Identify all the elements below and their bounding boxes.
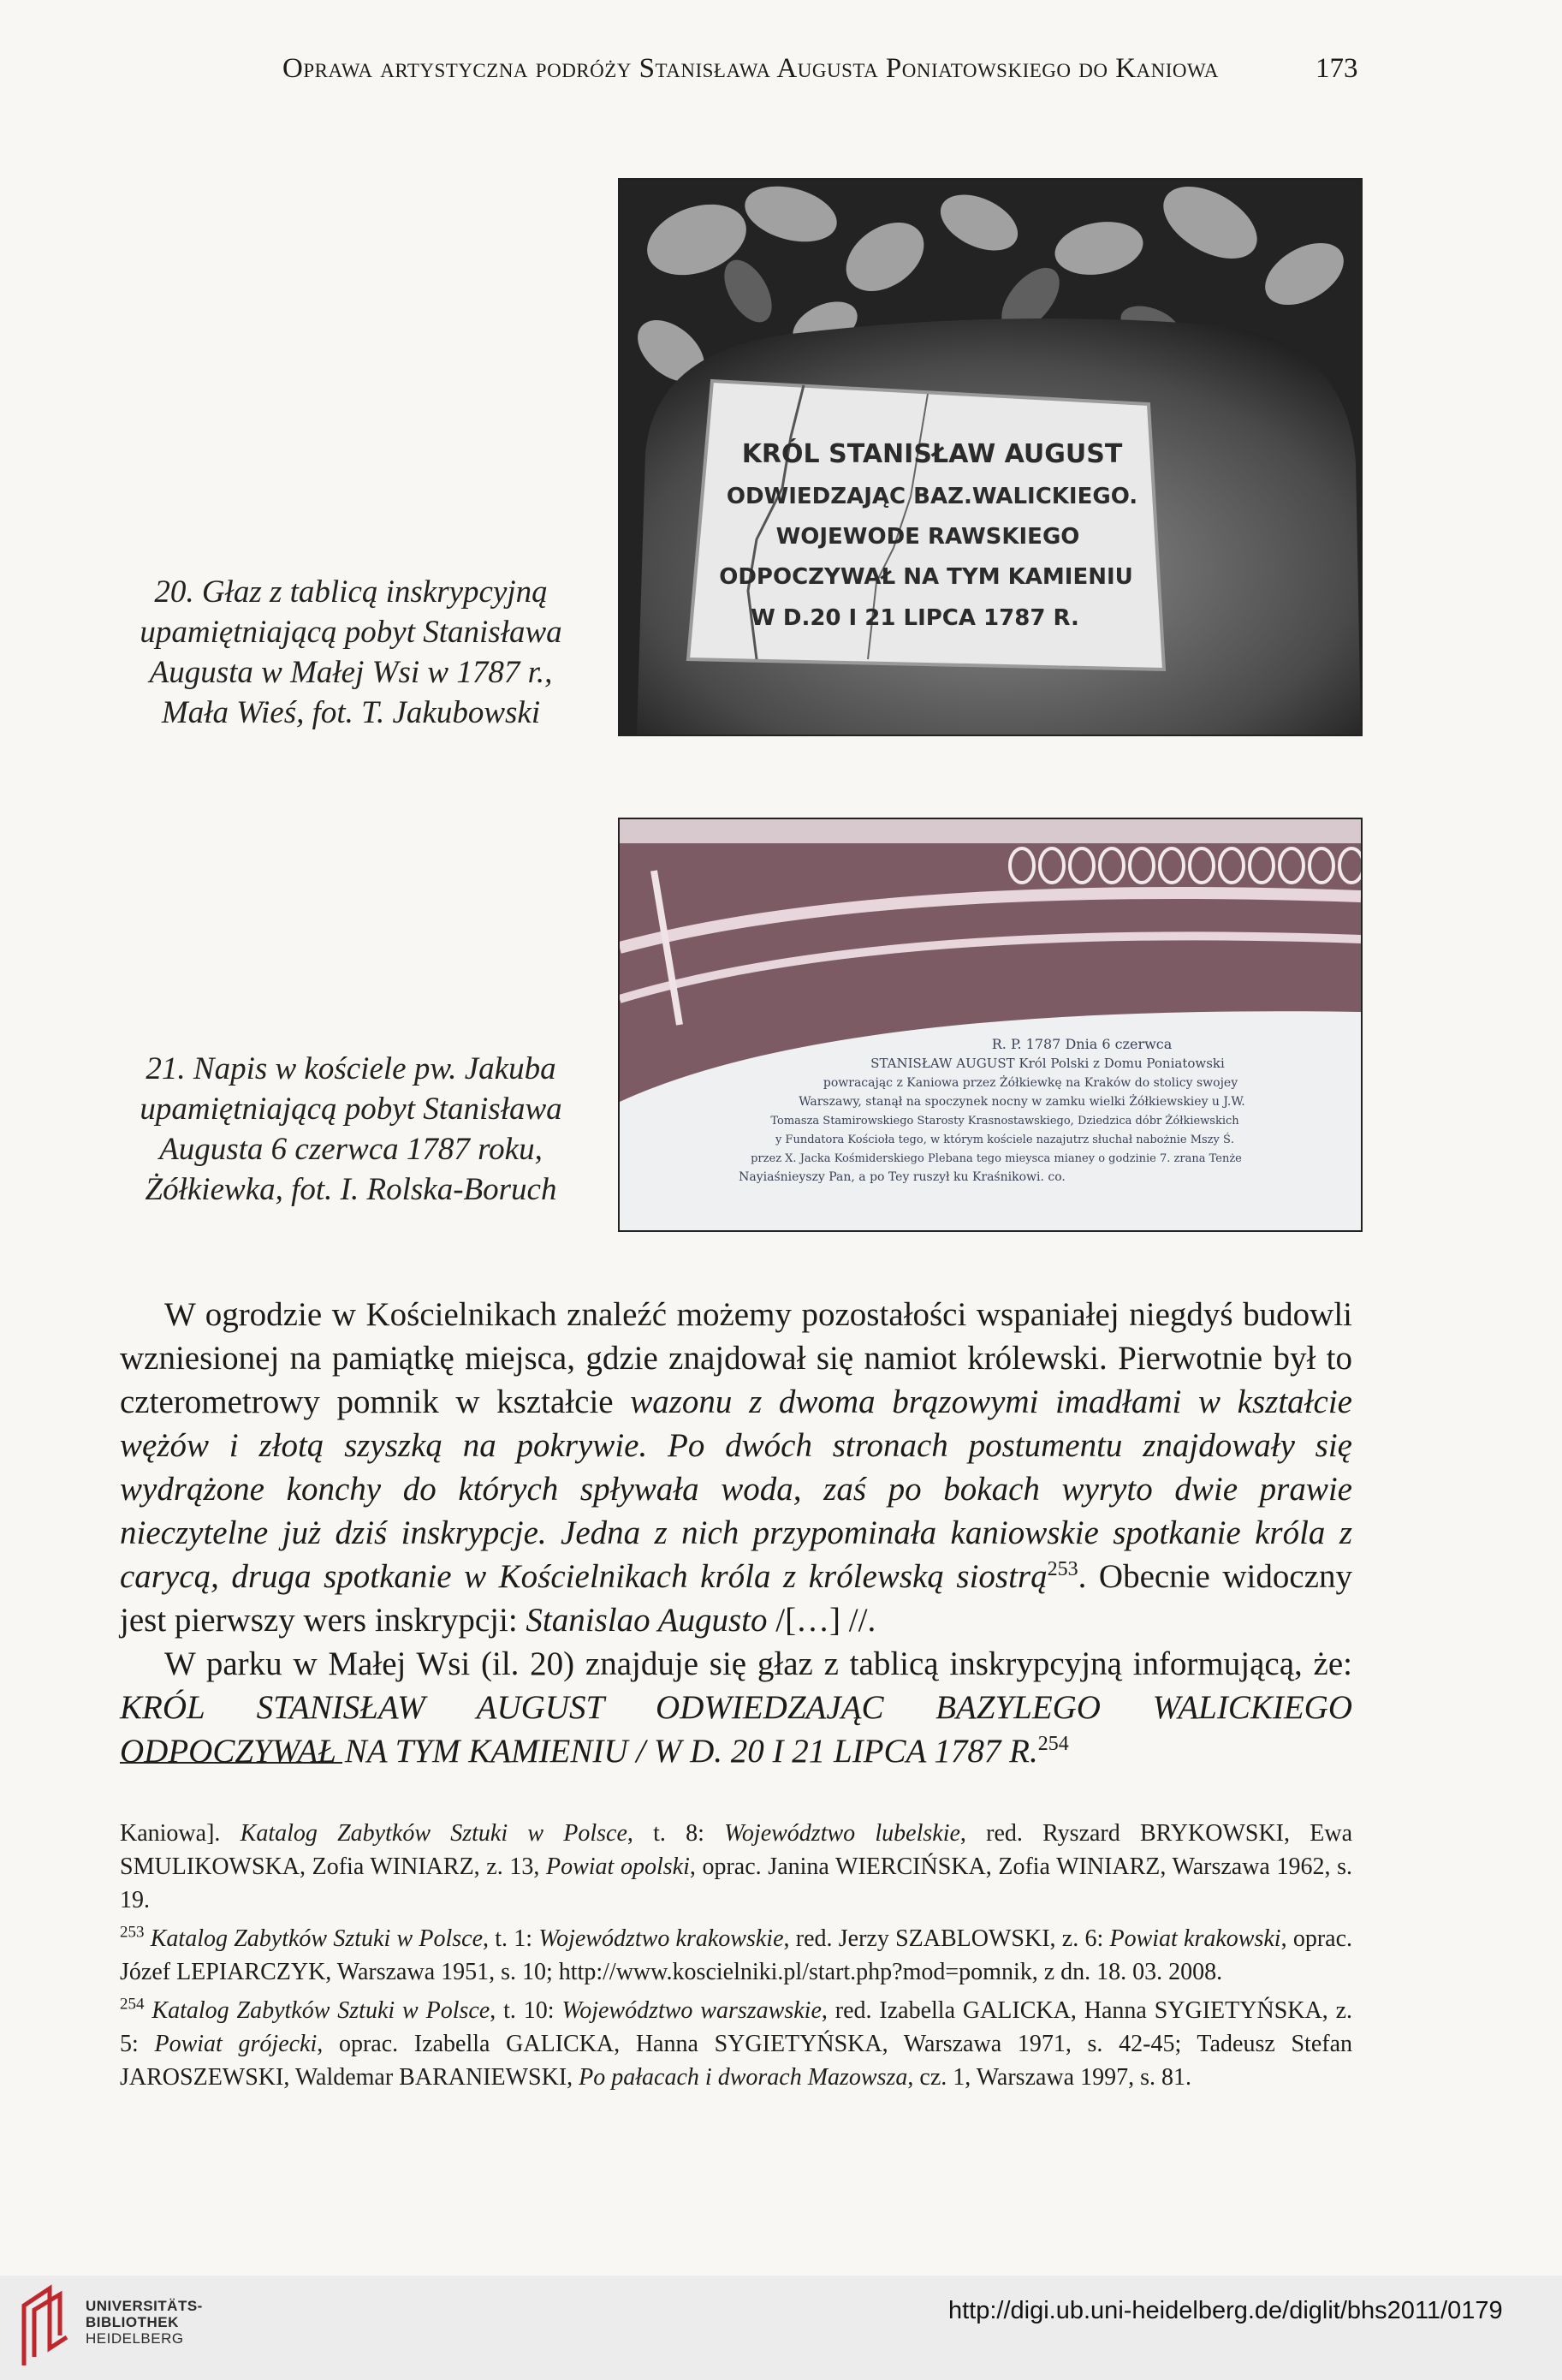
running-head	[0, 53, 1562, 96]
caption-line: Mała Wieś, fot. T. Jakubowski	[161, 695, 541, 730]
library-logo-icon	[15, 2284, 75, 2370]
inscription-line-6: y Fundatora Kościoła tego, w którym kościele nazajutrz słuchał nabożnie Mszy Ś.	[775, 1133, 1235, 1146]
caption-line: 20. Głaz z tablicą inskrypcyjną	[154, 574, 548, 610]
text-run: , t. 10:	[490, 1997, 562, 2024]
library-name-line: UNIVERSITÄTS-	[86, 2298, 203, 2314]
body-text	[120, 1293, 1352, 1773]
digitization-footer	[0, 2276, 1562, 2380]
figure-21-photo	[618, 818, 1363, 1232]
caption-line: Żółkiewka, fot. I. Rolska-Boruch	[145, 1172, 557, 1207]
plaque-line-3: WOJEWODE RAWSKIEGO	[775, 524, 1080, 550]
italic-run: wazonu z dwoma brązowymi imadłami w kształcie wężów i złotą szyszką na pokrywie. Po dwóch stronach postumentu znajdowały się wydrążone konchy do których spływała woda, zaś po bokach wyryto dwie prawie nieczytelne już dziś inskrypcje. Jedna z nich przypominała kaniowskie spotkanie króla z carycą, druga spotkanie w Kościelnikach króla z królewską siostrą	[120, 1383, 1352, 1595]
footnote-rule	[120, 1762, 342, 1764]
library-name	[86, 2298, 203, 2347]
running-head-title: Oprawa artystyczna podróży Stanisława Augusta Poniatowskiego do Kaniowa	[282, 53, 1219, 84]
inscription-line-7: przez X. Jacka Kośmiderskiego Plebana tego mieysca mianey o godzinie 7. zrana Tenże	[751, 1152, 1242, 1165]
plaque-line-1: KRÓL STANISŁAW AUGUST	[741, 439, 1123, 469]
text-run: . Obecnie widoczny jest pierwszy wers inskrypcji:	[120, 1558, 1352, 1639]
text-run: , red. Ryszard BRYKOWSKI, Ewa SMULIKOWSKA, Zofia WINIARZ, z. 13,	[120, 1820, 1352, 1880]
caption-line: upamiętniającą pobyt Stanisława	[140, 1092, 562, 1127]
text-run: , red. Izabella GALICKA, Hanna SYGIETYŃSKA, z. 5:	[120, 1997, 1353, 2057]
footnote-number: 254	[120, 1995, 145, 2014]
italic-run: Stanislao Augusto	[526, 1602, 768, 1639]
library-name-line: BIBLIOTHEK	[86, 2314, 179, 2330]
footnotes	[120, 1817, 1352, 2099]
footnote-number: 253	[120, 1923, 145, 1942]
inscription-line-8: Nayiaśnieyszy Pan, a po Tey ruszył ku Kraśnikowi. co.	[739, 1170, 1066, 1184]
footnote-continuation	[120, 1817, 1352, 1917]
caption-line: 21. Napis w kościele pw. Jakuba	[146, 1051, 556, 1086]
source-url-link[interactable]: http://digi.ub.uni-heidelberg.de/diglit/bhs2011/0179	[948, 2297, 1503, 2324]
text-run: W ogrodzie w Kościelnikach znaleźć możemy pozostałości wspaniałej niegdyś budowli wzniesionej na pamiątkę miejsca, gdzie znajdował się namiot królewski. Pierwotnie był to czterometrowy pomnik w kształcie	[120, 1296, 1352, 1420]
italic-run: Województwo lubelskie	[724, 1820, 960, 1847]
footnote-ref-253[interactable]: 253	[1047, 1558, 1078, 1580]
text-run: , oprac. Janina WIERCIŃSKA, Zofia WINIARZ, Warszawa 1962, s. 19.	[120, 1853, 1353, 1913]
text-run: , oprac. Izabella GALICKA, Hanna SYGIETYŃSKA, Warszawa 1971, s. 42-45; Tadeusz Stefan JAROSZEWSKI, Waldemar BARANIEWSKI,	[120, 2031, 1352, 2091]
plaque-line-4: ODPOCZYWAŁ NA TYM KAMIENIU	[719, 564, 1133, 590]
italic-run: Województwo warszawskie	[561, 1997, 822, 2024]
italic-run: Katalog Zabytków Sztuki w Polsce	[150, 1925, 484, 1952]
italic-run: Województwo krakowskie	[538, 1925, 784, 1952]
text-run: Kaniowa].	[120, 1820, 241, 1847]
text-run: W parku w Małej Wsi (il. 20) znajduje się głaz z tablicą inskrypcyjną informującą, że:	[164, 1645, 1352, 1682]
caption-line: upamiętniającą pobyt Stanisława	[140, 615, 562, 650]
plaque-line-2: ODWIEDZAJĄC BAZ.WALICKIEGO.	[726, 484, 1138, 509]
italic-run: Katalog Zabytków Sztuki w Polsce	[151, 1997, 490, 2024]
inscription-line-2: STANISŁAW AUGUST Król Polski z Domu Poniatowski	[870, 1056, 1225, 1071]
italic-run: KRÓL STANISŁAW AUGUST ODWIEDZAJĄC BAZYLEGO WALICKIEGO ODPOCZYWAŁ NA TYM KAMIENIU / W D. 20 I 21 LIPCA 1787 R.	[120, 1689, 1352, 1770]
inscription-line-1: R. P. 1787 Dnia 6 czerwca	[991, 1036, 1173, 1052]
church-inscription-photo	[620, 819, 1361, 1230]
text-run: , t. 8:	[627, 1820, 725, 1847]
inscription-line-4: Warszawy, stanął na spoczynek nocny w zamku wielki Żółkiewskiey u J.W.	[799, 1095, 1245, 1109]
text-run: , red. Jerzy SZABLOWSKI, z. 6:	[783, 1925, 1110, 1952]
figure-20-caption	[120, 572, 582, 733]
italic-run: Po pałacach i dworach Mazowsza	[579, 2064, 908, 2091]
boulder-plaque-photo	[620, 180, 1361, 735]
plaque-line-5: W D.20 I 21 LIPCA 1787 R.	[751, 605, 1079, 631]
footnote-254	[120, 1994, 1352, 2094]
inscription-line-5: Tomasza Stamirowskiego Starosty Krasnostawskiego, Dziedzica dóbr Żółkiewskich	[770, 1115, 1239, 1128]
text-run: , t. 1:	[483, 1925, 539, 1952]
page-number: 173	[1316, 53, 1358, 84]
caption-line: Augusta 6 czerwca 1787 roku,	[159, 1132, 543, 1167]
figure-20-photo	[618, 178, 1363, 736]
caption-line: Augusta w Małej Wsi w 1787 r.,	[149, 655, 553, 690]
italic-run: Powiat grójecki	[154, 2031, 318, 2057]
inscription-line-3: powracając z Kaniowa przez Żółkiewkę na Kraków do stolicy swojey	[823, 1076, 1238, 1090]
footnote-253	[120, 1922, 1352, 1989]
italic-run: Katalog Zabytków Sztuki w Polsce	[240, 1820, 627, 1847]
body-paragraph	[120, 1642, 1352, 1773]
italic-run: Powiat opolski	[546, 1853, 690, 1880]
library-name-line: HEIDELBERG	[86, 2330, 184, 2347]
footnote-ref-254[interactable]: 254	[1037, 1733, 1069, 1755]
figure-21-caption	[120, 1049, 582, 1210]
body-paragraph	[120, 1293, 1352, 1642]
text-run: , cz. 1, Warszawa 1997, s. 81.	[907, 2064, 1191, 2091]
text-run: , oprac. Józef LEPIARCZYK, Warszawa 1951, s. 10; http://www.koscielniki.pl/start.php?mod=pomnik, z dn. 18. 03. 2008.	[120, 1925, 1353, 1985]
italic-run: Powiat krakowski	[1109, 1925, 1281, 1952]
text-run: /[…] //.	[767, 1602, 876, 1639]
